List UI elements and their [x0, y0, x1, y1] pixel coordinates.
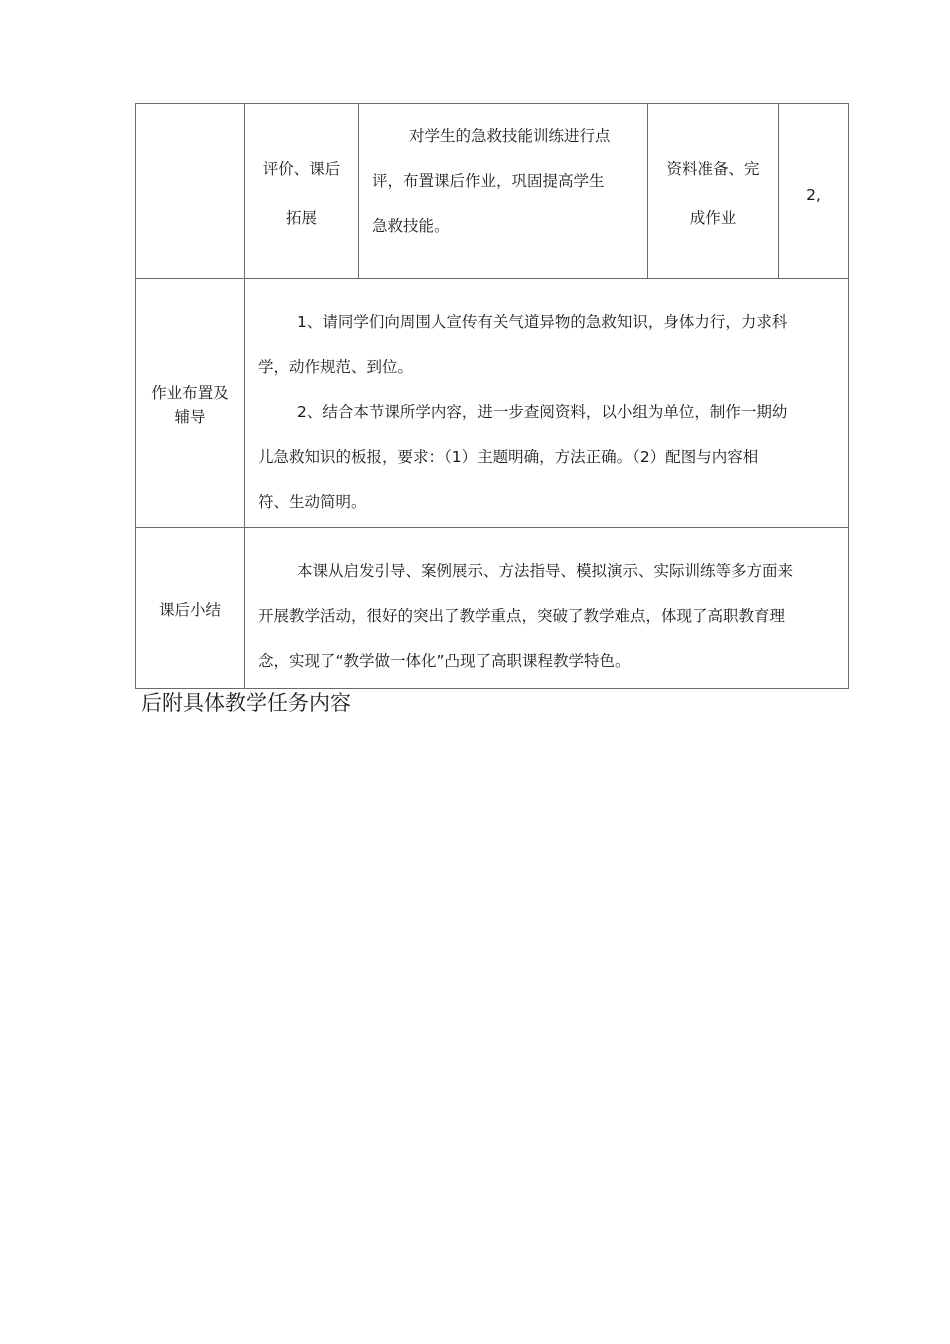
summary-line-3: 念，实现了“教学做一体化”凸现了高职课程教学特色。 [258, 652, 631, 670]
summary-label: 课后小结 [158, 601, 221, 619]
summary-content-cell [244, 527, 849, 689]
row1-stage-cell [244, 103, 359, 279]
row1-time: 2, [806, 186, 821, 204]
homework-line-2: 学，动作规范、到位。 [258, 358, 414, 376]
homework-line-4: 儿急救知识的板报，要求：（1）主题明确，方法正确。（2）配图与内容相 [258, 448, 759, 466]
homework-line-1: 1、请同学们向周围人宣传有关气道异物的急救知识，身体力行，力求科 [297, 313, 788, 331]
homework-label-line-1: 作业布置及 [151, 384, 229, 402]
row1-time-cell [778, 103, 849, 279]
row1-empty-cell [135, 103, 245, 279]
homework-line-5: 符、生动简明。 [258, 493, 367, 511]
summary-line-2: 开展教学活动，很好的突出了教学重点，突破了教学难点，体现了高职教育理 [258, 607, 786, 625]
homework-label-line-2: 辅导 [174, 408, 206, 426]
row1-student-cell [647, 103, 779, 279]
summary-line-1: 本课从启发引导、案例展示、方法指导、模拟演示、实际训练等多方面来 [297, 562, 794, 580]
row1-content-line-3: 急救技能。 [372, 217, 450, 235]
row1-stage-line-2: 拓展 [285, 209, 317, 227]
row1-student-line-2: 成作业 [689, 209, 737, 227]
row1-content-cell [358, 103, 648, 279]
summary-label-cell [135, 527, 245, 689]
row1-content-line-2: 评，布置课后作业，巩固提高学生 [372, 172, 605, 190]
homework-content-cell [244, 278, 849, 528]
homework-line-3: 2、结合本节课所学内容，进一步查阅资料，以小组为单位，制作一期幼 [297, 403, 788, 421]
footer-note: 后附具体教学任务内容 [141, 691, 351, 715]
homework-label-cell [135, 278, 245, 528]
row1-student-line-1: 资料准备、完 [666, 160, 760, 178]
row1-stage-line-1: 评价、课后 [262, 160, 341, 178]
row1-content-line-1: 对学生的急救技能训练进行点 [409, 127, 611, 145]
